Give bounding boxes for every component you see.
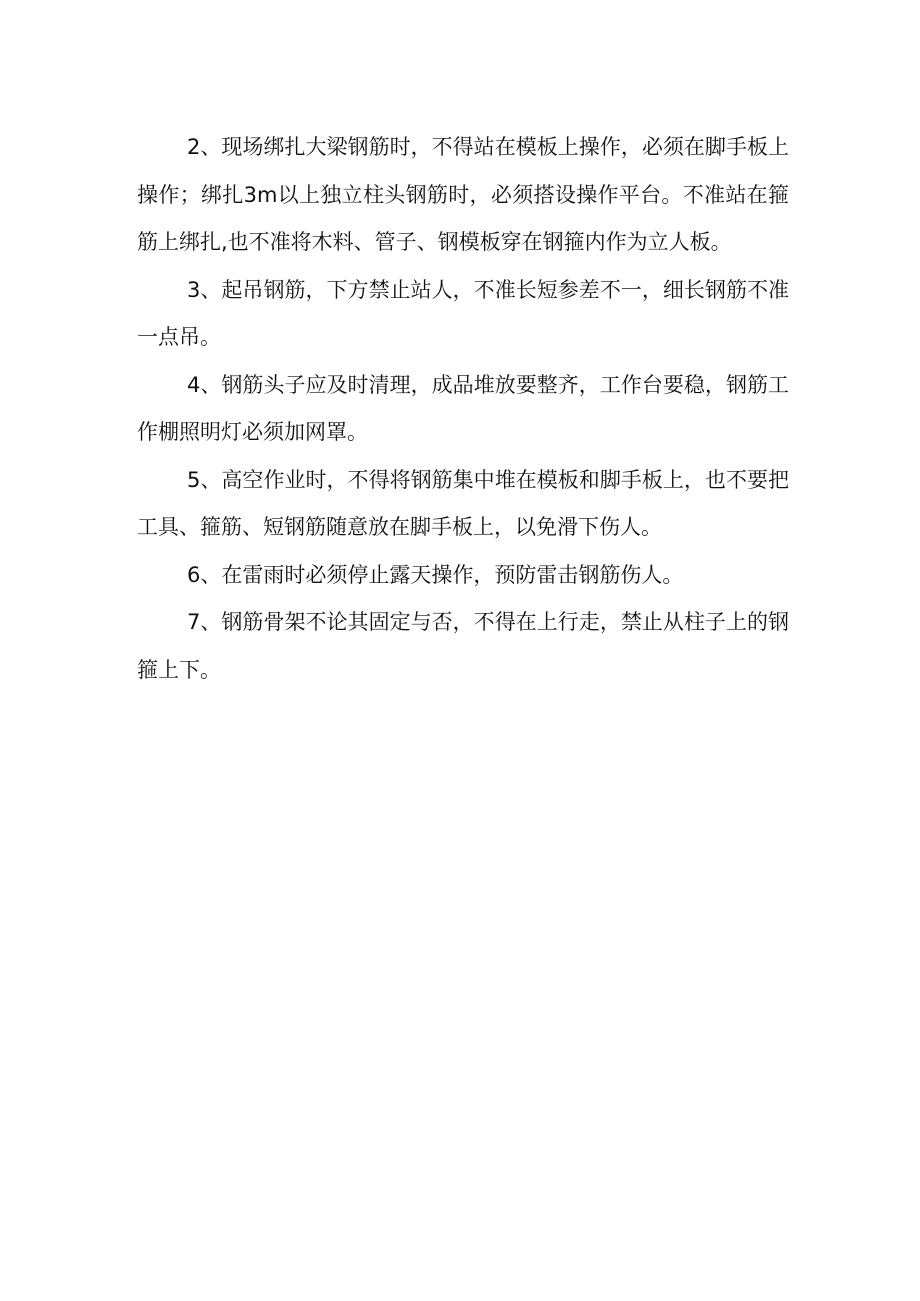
paragraph-item-3: 3、起吊钢筋，下方禁止站人，不准长短参差不一，细长钢筋不准一点吊。 <box>137 277 789 349</box>
paragraph-item-5: 5、高空作业时，不得将钢筋集中堆在模板和脚手板上，也不要把工具、箍筋、短钢筋随意放在脚手板上，以免滑下伤人。 <box>137 467 789 539</box>
paragraph-item-4: 4、钢筋头子应及时清理，成品堆放要整齐，工作台要稳，钢筋工作棚照明灯必须加网罩。 <box>137 372 789 444</box>
paragraph-item-2: 2、现场绑扎大梁钢筋时，不得站在模板上操作，必须在脚手板上操作；绑扎3m以上独立柱头钢筋时，必须搭设操作平台。不准站在箍筋上绑扎,也不准将木料、管子、钢模板穿在钢箍内作为立人板。 <box>137 135 789 254</box>
paragraph-item-6: 6、在雷雨时必须停止露天操作，预防雷击钢筋伤人。 <box>187 562 684 587</box>
document-body <box>137 124 789 694</box>
paragraph-item-7: 7、钢筋骨架不论其固定与否，不得在上行走，禁止从柱子上的钢箍上下。 <box>137 610 789 682</box>
